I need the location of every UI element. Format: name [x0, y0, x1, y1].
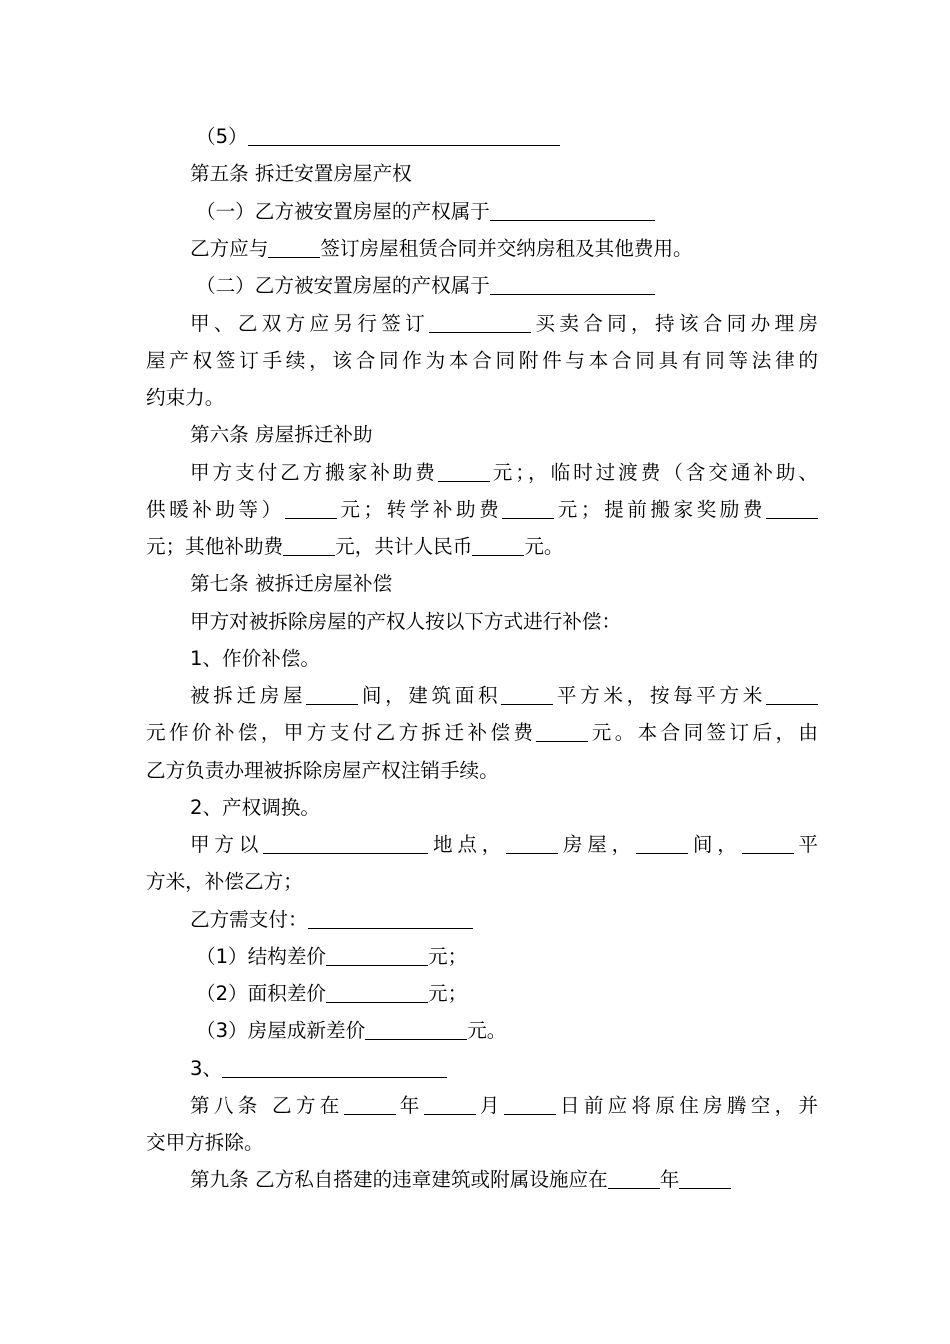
list-item: （3）房屋成新差价 元。 — [196, 1019, 507, 1042]
paragraph: 甲方对被拆除房屋的产权人按以下方式进行补偿： — [190, 610, 622, 633]
clause-item-5: （5） — [196, 124, 818, 150]
fill-blank[interactable] — [490, 274, 655, 295]
list-item: 2、产权调换。 — [190, 796, 321, 819]
paragraph: （二）乙方被安置房屋的产权属于 — [196, 273, 818, 299]
fill-blank[interactable] — [438, 461, 490, 482]
article-9: 第九条 乙方私自搭建的违章建筑或附属设施应在 年 — [190, 1167, 818, 1193]
fill-blank[interactable] — [636, 833, 688, 854]
list-item: 1、作价补偿。 — [190, 647, 321, 670]
paragraph: （一）乙方被安置房屋的产权属于 — [196, 199, 818, 225]
fill-blank[interactable] — [490, 200, 655, 221]
paragraph: 乙方应与 签订房屋租赁合同并交纳房租及其他费用。 — [190, 237, 693, 260]
fill-blank[interactable] — [679, 1168, 731, 1189]
paragraph: 屋产权签订手续，该合同作为本合同附件与本合同具有同等法律的 — [146, 349, 818, 372]
paragraph: 元；其他补助费 元，共计人民币 元。 — [146, 535, 564, 558]
paragraph: 供暖补助等） 元；转学补助费 元；提前搬家奖励费 — [146, 497, 818, 523]
fill-blank[interactable] — [344, 1094, 396, 1115]
article-7-heading: 第七条 被拆迁房屋补偿 — [190, 572, 393, 595]
fill-blank[interactable] — [472, 535, 524, 556]
paragraph: 甲方支付乙方搬家补助费 元；，临时过渡费（含交通补助、 — [190, 461, 819, 484]
fill-blank[interactable] — [536, 721, 588, 742]
fill-blank[interactable] — [504, 1094, 556, 1115]
list-item: （1）结构差价 元； — [196, 945, 468, 968]
paragraph: 乙方负责办理被拆除房屋产权注销手续。 — [146, 759, 499, 782]
fill-blank[interactable] — [285, 498, 337, 519]
fill-blank[interactable] — [365, 1019, 467, 1040]
list-item: （2）面积差价 元； — [196, 982, 468, 1005]
fill-blank[interactable] — [306, 684, 358, 705]
fill-blank[interactable] — [248, 125, 560, 146]
fill-blank[interactable] — [326, 982, 428, 1003]
article-5-heading: 第五条 拆迁安置房屋产权 — [190, 162, 412, 185]
paragraph: 方米，补偿乙方； — [146, 870, 303, 893]
fill-blank[interactable] — [263, 833, 428, 854]
fill-blank[interactable] — [308, 908, 473, 929]
paragraph: 甲方以 地点， 房屋， 间， 平 — [190, 833, 819, 856]
article-8: 第八条 乙方在 年 月 日前应将原住房腾空，并 — [190, 1094, 819, 1117]
paragraph: 交甲方拆除。 — [146, 1131, 264, 1154]
article-6-heading: 第六条 房屋拆迁补助 — [190, 423, 373, 446]
fill-blank[interactable] — [766, 684, 818, 705]
fill-blank[interactable] — [506, 833, 558, 854]
fill-blank[interactable] — [501, 684, 553, 705]
fill-blank[interactable] — [502, 498, 554, 519]
fill-blank[interactable] — [766, 498, 818, 519]
fill-blank[interactable] — [283, 535, 335, 556]
fill-blank[interactable] — [268, 237, 320, 258]
fill-blank[interactable] — [608, 1168, 660, 1189]
fill-blank[interactable] — [429, 312, 531, 333]
paragraph: 被拆迁房屋 间，建筑面积 平方米，按每平方米 — [190, 683, 818, 709]
fill-blank[interactable] — [424, 1094, 476, 1115]
paragraph: 甲、乙双方应另行签订 买卖合同，持该合同办理房 — [190, 312, 819, 335]
list-item: 3、 — [190, 1056, 818, 1082]
fill-blank[interactable] — [742, 833, 794, 854]
paragraph: 约束力。 — [146, 386, 225, 409]
paragraph: 乙方需支付： — [190, 907, 818, 933]
fill-blank[interactable] — [326, 945, 428, 966]
paragraph: 元作价补偿，甲方支付乙方拆迁补偿费 元。本合同签订后，由 — [146, 721, 819, 744]
fill-blank[interactable] — [222, 1057, 447, 1078]
